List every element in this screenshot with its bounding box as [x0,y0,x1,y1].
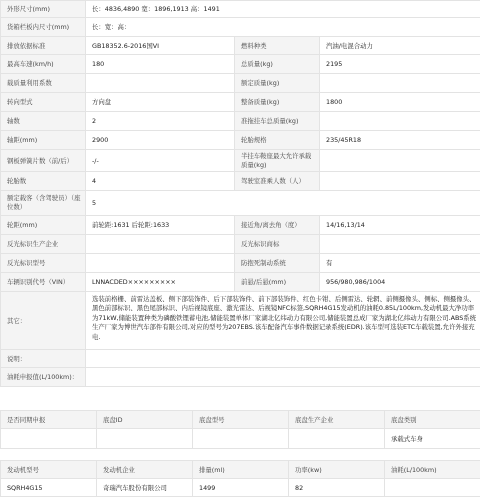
spec-value: 5 [86,191,480,216]
spec-label: 钢板弹簧片数（前/后） [1,150,86,172]
spec-value: 长：宽：高： [86,18,480,37]
engine-table [0,460,480,497]
spec-label: 反光标识型号 [1,254,86,273]
other-label: 其它： [1,292,86,350]
fuel-value [86,368,480,387]
spec-label: 车辆识别代号（VIN） [1,273,86,292]
spec-row-other [1,292,480,350]
spec-value: LNNACDED××××××××× [86,273,235,292]
spec-value: 方向盘 [86,93,235,112]
engine-cell: 1499 [193,479,289,497]
chassis-header-cell: 底盘型号 [193,411,289,429]
spec-row [1,37,480,55]
spec-label: 货箱栏板内尺寸(mm) [1,18,86,37]
spec-label: 额定载客（含驾驶员）（座位数） [1,191,86,216]
spec-label: 驾驶室准乘人数（人） [235,172,320,191]
spec-label: 接近角/离去角（度） [235,216,320,235]
fuel-label: 油耗申报值(L/100km)： [1,368,86,387]
chassis-header-cell: 底盘生产企业 [289,411,385,429]
spec-label: 轴数 [1,112,86,131]
chassis-data-row [1,429,480,449]
spec-row [1,273,480,292]
spec-row-cargo-box [1,18,480,37]
chassis-cell [289,429,385,449]
spec-value: 2 [86,112,235,131]
chassis-cell [193,429,289,449]
engine-cell: 82 [289,479,385,497]
spec-row [1,172,480,191]
other-text: 选装前格栅、前雷达盖板、侧下部装饰件、后下部装饰件、前下部装饰件、红色卡钳、后侧雷达、轮辋、前侧摄像头、侧标、侧摄像头、黑色前部标识、黑色尾部标识、内后视镜底座、激光雷达、后视镜NFC标签,SQRH4G15发动机的油耗0.85L/100km,发动机最大净功率为71kW,储能装置种类为磷酸铁锂蓄电池,储能装置单体厂家湖北亿纬动力有限公司,储能装置总成厂家为湖北亿纬动力有限公司.ABS系统生产厂家为博世汽车部件有限公司,对应的型号为207EBS.该车配备汽车事件数据记录系统(EDR).该车型可选装ETC车载装置,允许外接充电. [86,292,480,350]
spec-value: 1800 [320,93,480,112]
spec-value [320,74,480,93]
spec-label: 轮距(mm) [1,216,86,235]
spec-value: 956/980,986/1004 [320,273,480,292]
engine-header-cell: 发动机企业 [97,461,193,479]
spec-row-fuel [1,368,480,387]
chassis-header-row [1,411,480,429]
spec-row [1,93,480,112]
spec-row [1,74,480,93]
section-gap [0,397,480,410]
engine-header-cell: 功率(kw) [289,461,385,479]
spec-label: 防抱死制动系统 [235,254,320,273]
engine-header-cell: 排量(ml) [193,461,289,479]
spec-value: 2195 [320,55,480,74]
spec-label: 载质量利用系数 [1,74,86,93]
spec-value [86,74,235,93]
chassis-cell: 承载式车身 [385,429,480,449]
spec-label: 轮胎规格 [235,131,320,150]
spec-label: 排放依据标准 [1,37,86,55]
spec-label: 轴距(mm) [1,131,86,150]
note-value [86,350,480,368]
spec-value: -/- [86,150,235,172]
spec-value: 14/16,13/14 [320,216,480,235]
chassis-table [0,410,480,449]
spec-value: 2900 [86,131,235,150]
spec-row [1,55,480,74]
spec-value [86,254,235,273]
spec-value: 4 [86,172,235,191]
spec-value: 180 [86,55,235,74]
engine-cell: 奇瑞汽车股份有限公司 [97,479,193,497]
spec-label: 燃料种类 [235,37,320,55]
spec-label: 轮胎数 [1,172,86,191]
engine-cell: SQRH4G15 [1,479,97,497]
spec-label: 最高车速(km/h) [1,55,86,74]
spec-value [320,112,480,131]
chassis-header-cell: 是否同期申报 [1,411,97,429]
spec-row [1,216,480,235]
chassis-cell [1,429,97,449]
spec-row-seats [1,191,480,216]
note-label: 说明： [1,350,86,368]
spec-value: GB18352.6-2016国VI [86,37,235,55]
spec-label: 外形尺寸(mm) [1,1,86,18]
spec-row [1,131,480,150]
spec-value [320,150,480,172]
engine-header-cell: 发动机型号 [1,461,97,479]
spec-value [86,235,235,254]
engine-header-row [1,461,480,479]
spec-label: 半挂车鞍座最大允许承载质量(kg) [235,150,320,172]
spec-value: 长：4836,4890 宽：1896,1913 高：1491 [86,1,480,18]
chassis-header-cell: 底盘ID [97,411,193,429]
spec-row-dimensions [1,1,480,18]
chassis-header-cell: 底盘类别 [385,411,480,429]
spec-label: 总质量(kg) [235,55,320,74]
spec-value [320,172,480,191]
spec-value: 前轮距:1631 后轮距:1633 [86,216,235,235]
spec-value: 汽油/电混合动力 [320,37,480,55]
engine-data-row [1,479,480,497]
engine-cell [385,479,480,497]
spec-row [1,254,480,273]
spec-value [320,235,480,254]
spec-label: 前悬/后悬(mm) [235,273,320,292]
spec-label: 额定质量(kg) [235,74,320,93]
spec-row [1,150,480,172]
spec-value: 有 [320,254,480,273]
spec-row [1,235,480,254]
spec-label: 整备质量(kg) [235,93,320,112]
spec-label: 反光标识生产企业 [1,235,86,254]
spec-row-note [1,350,480,368]
spec-label: 准拖挂车总质量(kg) [235,112,320,131]
spec-row [1,112,480,131]
spec-label: 反光标识商标 [235,235,320,254]
spec-value: 235/45R18 [320,131,480,150]
engine-header-cell: 油耗(L/100km) [385,461,480,479]
spec-label: 转向型式 [1,93,86,112]
chassis-cell [97,429,193,449]
